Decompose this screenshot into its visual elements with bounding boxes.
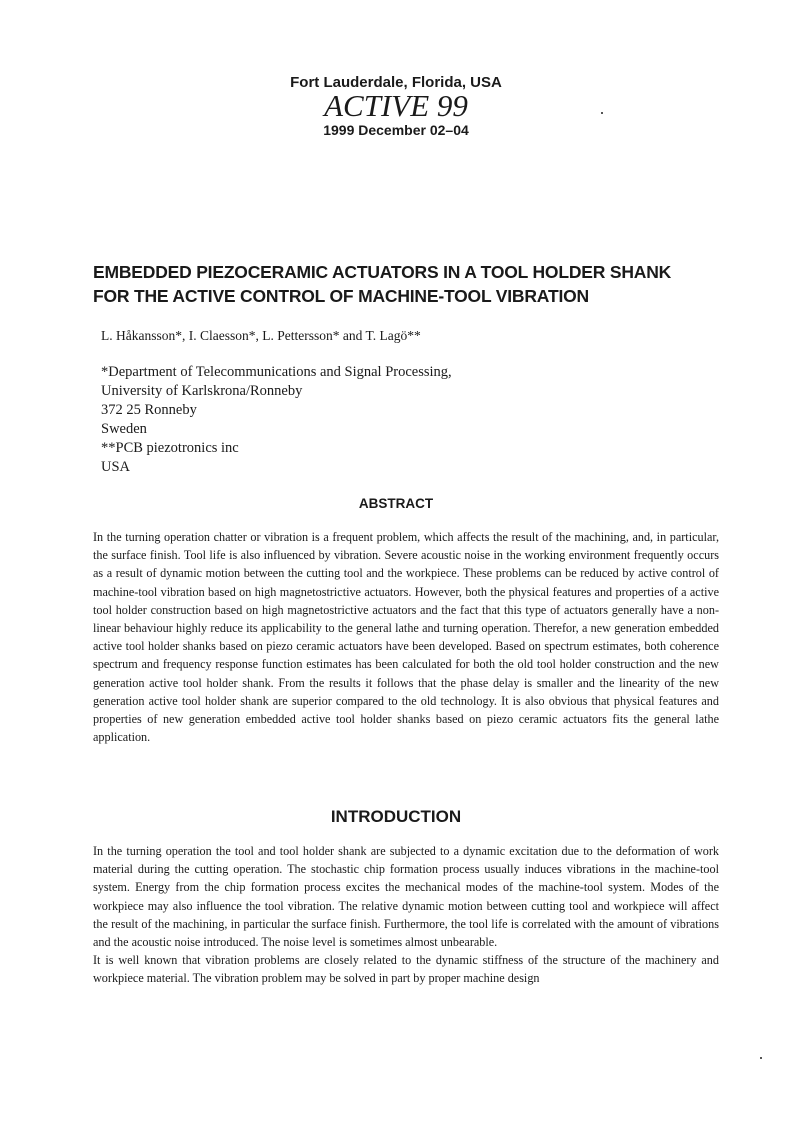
- affiliation-line: **PCB piezotronics inc: [101, 440, 239, 456]
- scan-speck: [601, 112, 603, 114]
- paper-title-line-1: EMBEDDED PIEZOCERAMIC ACTUATORS IN A TOOL HOLDER SHANK: [93, 262, 672, 282]
- introduction-body: [93, 842, 719, 988]
- paper-title-line-2: FOR THE ACTIVE CONTROL OF MACHINE-TOOL VIBRATION: [93, 286, 589, 306]
- author-list: L. Håkansson*, I. Claesson*, L. Pettersson* and T. Lagö**: [101, 328, 421, 343]
- conference-location: Fort Lauderdale, Florida, USA: [290, 74, 502, 91]
- affiliation-line: Sweden: [101, 421, 147, 437]
- conference-dates: 1999 December 02–04: [323, 122, 469, 138]
- affiliation-line: 372 25 Ronneby: [101, 402, 197, 418]
- affiliation-block: [101, 363, 452, 477]
- affiliation-line: University of Karlskrona/Ronneby: [101, 383, 303, 399]
- abstract-body: [93, 528, 719, 746]
- abstract-paragraph: In the turning operation chatter or vibration is a frequent problem, which affects the result of the machining, and, in particular, the surface finish. Tool life is also influenced by vibration. Severe acoustic noise in the working environment frequently occurs as a result of dynamic motion between the cutting tool and the workpiece. These problems can be reduced by active control of machine-tool vibration based on high magnetostrictive actuators. However, both the physical features and properties of a active tool holder construction based on high magnetostrictive actuators and the fact that this type of actuators generally have a non-linear behaviour highly reduce its applicability to the general lathe and turning operation. Therefor, a new generation embedded active tool holder shanks based on piezo ceramic actuators have been developed. Based on spectrum estimates, both coherence spectrum and frequency response function estimates has been calculated for both the old tool holder construction and the new generation active tool holder shank. From the results it follows that the phase delay is smaller and the linearity of the new generation active tool holder shank are superior compared to the old technology. It is also obvious that physical features and properties of new generation embedded active tool holder shanks based on piezo ceramic actuators fits the general lathe application.: [93, 530, 719, 745]
- introduction-paragraph-1: In the turning operation the tool and tool holder shank are subjected to a dynamic excitation due to the deformation of work material during the cutting operation. The stochastic chip formation process usually induces vibrations in the machine-tool system. Energy from the chip formation process excites the mechanical modes of the machine-tool system. Modes of the workpiece may also influence the tool vibration. The relative dynamic motion between cutting tool and workpiece will affect the result of the machining, in particular the surface finish. Furthermore, the tool life is correlated with the amount of vibrations and the acoustic noise introduced. The noise level is sometimes almost unbearable.: [93, 844, 719, 950]
- conference-name: ACTIVE 99: [324, 88, 468, 123]
- introduction-heading: INTRODUCTION: [330, 807, 462, 826]
- paper-title: [93, 260, 773, 308]
- affiliation-line: *Department of Telecommunications and Signal Processing,: [101, 364, 452, 380]
- abstract-heading: ABSTRACT: [358, 496, 434, 511]
- scan-speck: [760, 1057, 762, 1059]
- introduction-paragraph-2: It is well known that vibration problems are closely related to the dynamic stiffness of the structure of the machinery and workpiece material. The vibration problem may be solved in part by proper machine design: [93, 953, 719, 986]
- affiliation-line: USA: [101, 459, 131, 475]
